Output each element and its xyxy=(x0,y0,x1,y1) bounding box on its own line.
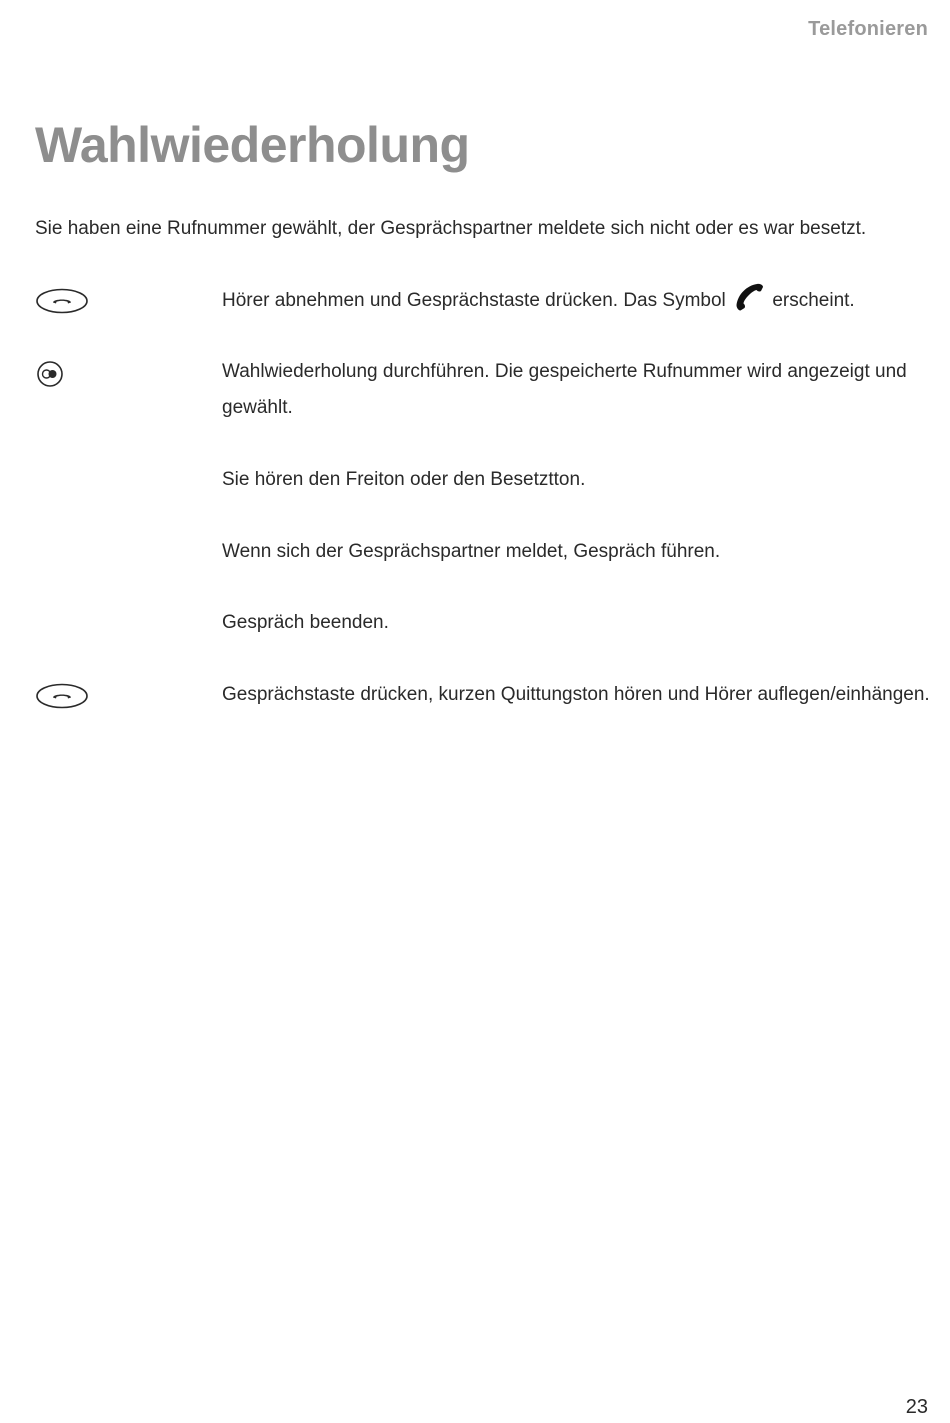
section-header: Telefonieren xyxy=(808,18,928,40)
page-title: Wahlwiederholung xyxy=(35,117,470,173)
step-text: Wahlwiederholung durchführen. Die gespeicherte Rufnummer wird angezeigt und gewählt. xyxy=(222,361,907,418)
page-number: 23 xyxy=(905,1396,928,1418)
intro-paragraph: Sie haben eine Rufnummer gewählt, der Gesprächspartner meldete sich nicht oder es war besetzt. xyxy=(35,218,867,239)
step-text: Gesprächstaste drücken, kurzen Quittungston hören und Hörer auflegen/einhängen. xyxy=(222,684,930,705)
step-text: Sie hören den Freiton oder den Besetztton. xyxy=(222,469,586,490)
step-text-before: Hörer abnehmen und Gesprächstaste drücken. Das Symbol xyxy=(222,290,726,311)
step-text: Wenn sich der Gesprächspartner meldet, Gespräch führen. xyxy=(222,541,721,562)
step-text xyxy=(222,282,934,325)
phone-handset-icon xyxy=(733,282,765,325)
step-text-after: erscheint. xyxy=(772,290,855,311)
talk-key-icon xyxy=(36,683,88,709)
redial-key-icon xyxy=(36,360,64,388)
step-text: Gespräch beenden. xyxy=(222,612,389,633)
talk-key-icon xyxy=(36,288,88,314)
